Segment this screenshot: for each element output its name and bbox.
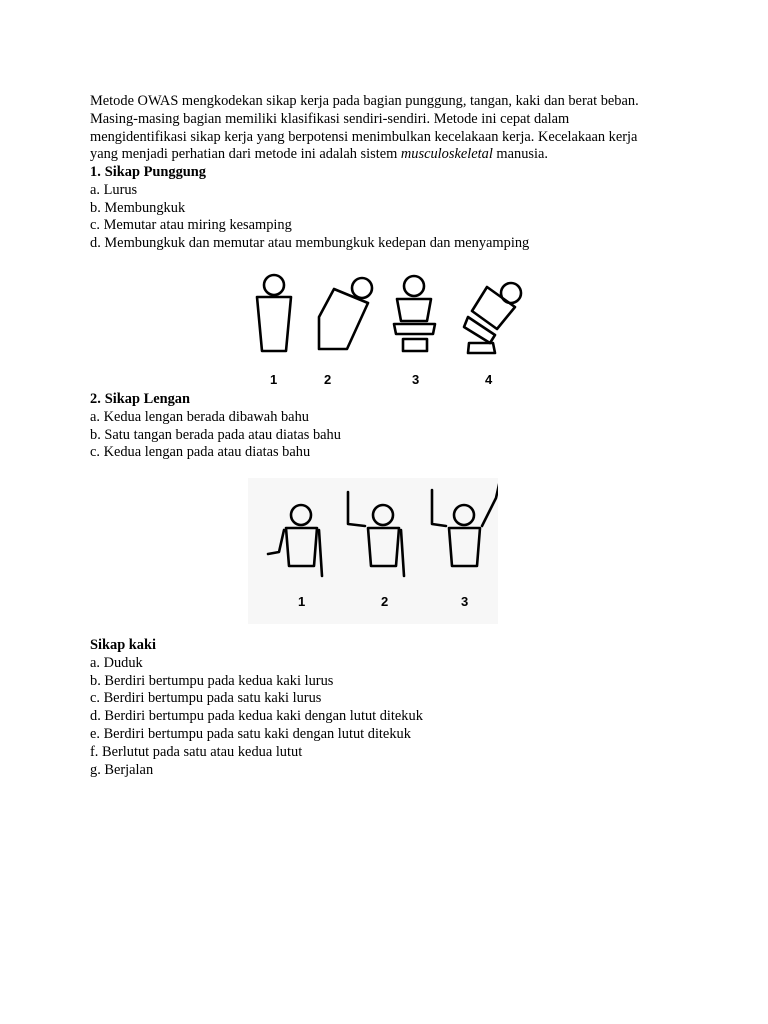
section-arm-posture — [90, 391, 690, 462]
list-item: f. Berlutut pada satu atau kedua lutut — [90, 743, 303, 760]
list-item: b. Membungkuk — [90, 199, 186, 216]
list-item: e. Berdiri bertumpu pada satu kaki dengan lutut ditekuk — [90, 725, 411, 742]
section-heading — [90, 164, 690, 182]
list-item: c. Berdiri bertumpu pada satu kaki lurus — [90, 690, 322, 707]
figure-label: 3 — [412, 372, 420, 387]
intro-paragraph — [90, 93, 690, 164]
posture-straight-illustration — [257, 275, 291, 351]
figure-label: 2 — [324, 372, 332, 387]
arm-posture-figure — [248, 478, 498, 624]
list-item: g. Berjalan — [90, 761, 154, 778]
intro-line: mengidentifikasi sikap kerja yang berpotensi menimbulkan kecelakaan kerja. Kecelakaan kerja — [90, 128, 638, 145]
section-number: 2. — [90, 391, 101, 407]
figure-label: 4 — [485, 372, 493, 387]
intro-italic-term: musculoskeletal — [400, 146, 493, 163]
figure-label: 3 — [461, 594, 469, 609]
section-number: 1. — [90, 164, 101, 180]
list-item: c. Kedua lengan pada atau diatas bahu — [90, 444, 311, 461]
intro-line: Metode OWAS mengkodekan sikap kerja pada bagian punggung, tangan, kaki dan berat beban. — [90, 93, 639, 109]
section-title: Sikap Lengan — [104, 391, 190, 407]
figure-label: 1 — [298, 594, 306, 609]
arms-below-illustration — [268, 505, 322, 576]
list-item: c. Memutar atau miring kesamping — [90, 217, 292, 234]
section-title: Sikap kaki — [90, 637, 157, 653]
section-back-posture — [90, 164, 690, 253]
posture-bent-twisted-illustration — [464, 283, 521, 353]
one-arm-up-illustration — [348, 492, 404, 576]
list-item: d. Berdiri bertumpu pada kedua kaki dengan lutut ditekuk — [90, 708, 423, 725]
figure-label: 1 — [270, 372, 278, 387]
list-item: a. Lurus — [90, 181, 138, 198]
list-item: b. Satu tangan berada pada atau diatas bahu — [90, 426, 341, 443]
intro-line — [90, 146, 690, 164]
intro-line: Masing-masing bagian memiliki klasifikasi sendiri-sendiri. Metode ini cepat dalam — [90, 110, 570, 127]
figure-label: 2 — [381, 594, 389, 609]
section-heading — [90, 391, 690, 409]
list-item: a. Duduk — [90, 654, 143, 671]
list-item: d. Membungkuk dan memutar atau membungkuk kedepan dan menyamping — [90, 235, 530, 252]
posture-bent-illustration — [319, 278, 372, 349]
both-arms-up-illustration — [432, 480, 498, 566]
list-item: b. Berdiri bertumpu pada kedua kaki lurus — [90, 672, 334, 689]
list-item: a. Kedua lengan berada dibawah bahu — [90, 408, 309, 425]
back-posture-figure — [247, 267, 537, 389]
section-leg-posture — [90, 637, 690, 779]
intro-text: yang menjadi perhatian dari metode ini adalah sistem — [90, 146, 401, 163]
posture-twisted-illustration — [394, 276, 435, 351]
section-title: Sikap Punggung — [104, 164, 206, 180]
intro-text: manusia. — [492, 146, 548, 163]
